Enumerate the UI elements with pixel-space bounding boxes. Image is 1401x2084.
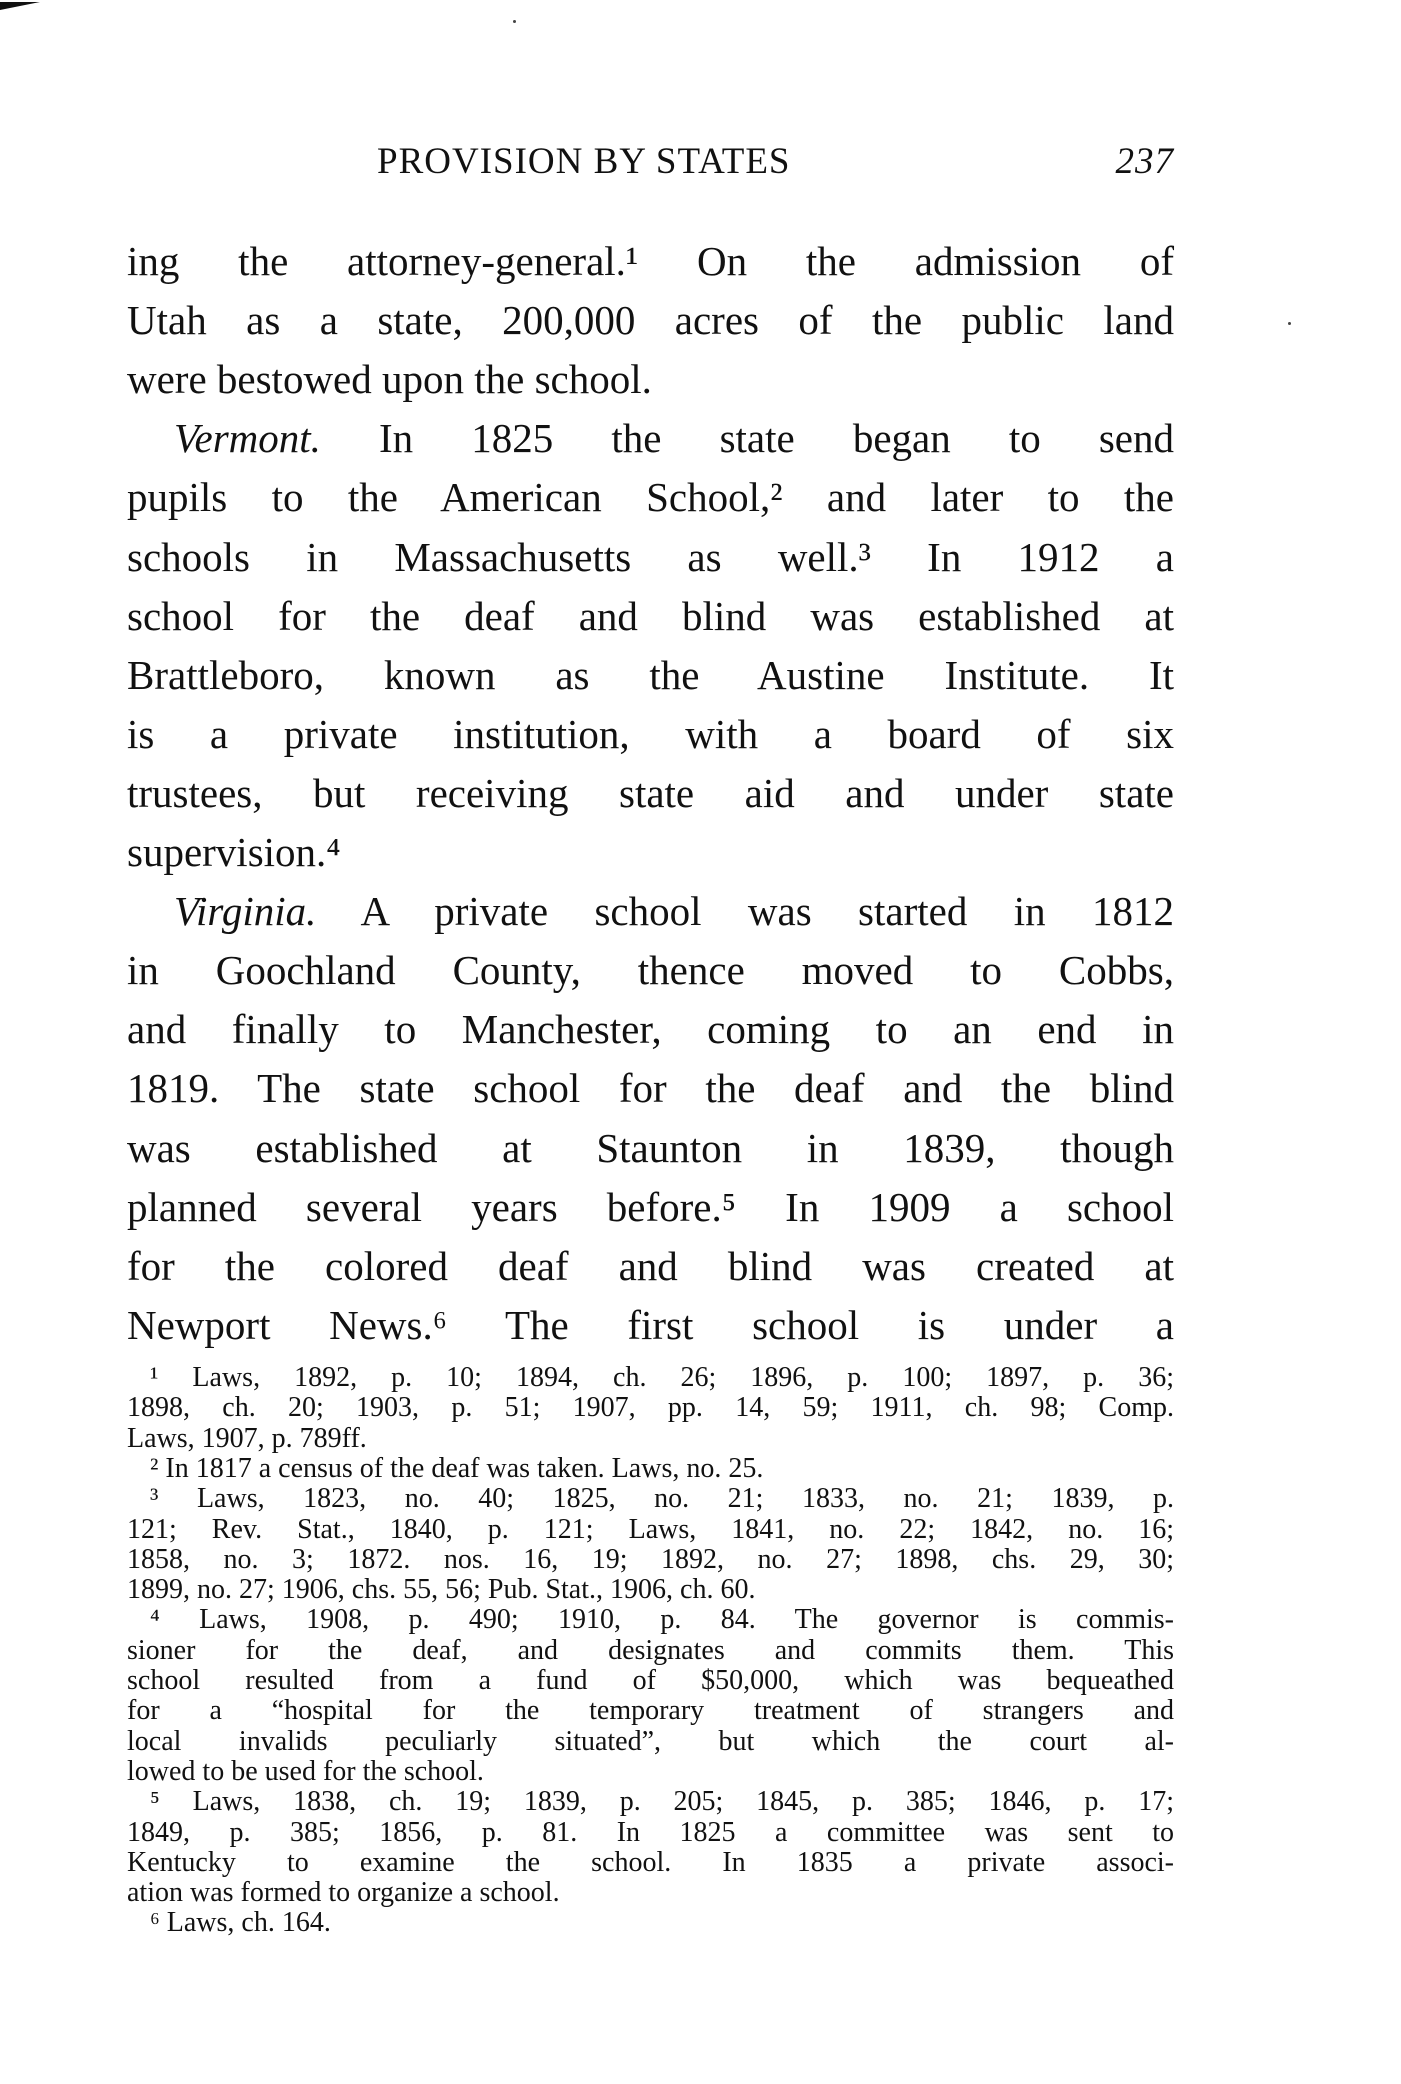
- footnote-line: for a “hospital for the temporary treatment of strangers and: [127, 1695, 1174, 1727]
- body-line: [127, 646, 1174, 705]
- footnote-line: ¹ Laws, 1892, p. 10; 1894, ch. 26; 1896, p. 100; 1897, p. 36;: [150, 1362, 1174, 1393]
- footnote-line: ² In 1817 a census of the deaf was taken. Laws, no. 25.: [150, 1452, 764, 1484]
- line-text: In 1825 the state began to send: [320, 415, 1174, 462]
- body-line: [174, 882, 1174, 941]
- body-line: [127, 232, 1174, 291]
- line-text: A private school was started in 1812: [316, 888, 1174, 935]
- footnote-line: ⁵ Laws, 1838, ch. 19; 1839, p. 205; 1845, p. 385; 1846, p. 17;: [150, 1786, 1174, 1818]
- body-line: [127, 1059, 1174, 1118]
- line-text: for the colored deaf and blind was created at: [127, 1242, 1174, 1289]
- line-text: was established at Staunton in 1839, though: [127, 1124, 1174, 1171]
- body-line: [127, 941, 1174, 1000]
- line-text: in Goochland County, thence moved to Cobbs,: [127, 947, 1174, 994]
- body-line: [127, 1119, 1174, 1178]
- scan-speck: [1288, 322, 1291, 325]
- footnote-line: 1849, p. 385; 1856, p. 81. In 1825 a committee was sent to: [127, 1816, 1174, 1848]
- footnote-line: local invalids peculiarly situated”, but which the court al-: [127, 1725, 1174, 1757]
- body-line: [127, 1178, 1174, 1237]
- footnote-line: Kentucky to examine the school. In 1835 a private associ-: [127, 1846, 1174, 1878]
- footnote-line: 1899, no. 27; 1906, chs. 55, 56; Pub. Stat., 1906, ch. 60.: [127, 1574, 756, 1606]
- line-text: Utah as a state, 200,000 acres of the public land: [127, 297, 1174, 344]
- line-text: ing the attorney-general.¹ On the admission of: [127, 238, 1174, 284]
- scan-speck: [513, 20, 516, 23]
- body-line: [174, 409, 1174, 468]
- line-text: pupils to the American School,² and later to the: [127, 474, 1174, 521]
- body-line: [127, 587, 1174, 646]
- scan-corner-mark: [0, 2, 40, 10]
- line-text: Brattleboro, known as the Austine Institute. It: [127, 651, 1174, 698]
- state-heading: Virginia.: [174, 888, 317, 935]
- line-text: schools in Massachusetts as well.³ In 1912 a: [127, 533, 1174, 580]
- footnote-line: ⁶ Laws, ch. 164.: [150, 1907, 331, 1939]
- line-text: supervision.⁴: [127, 829, 341, 875]
- footnote-line: ation was formed to organize a school.: [127, 1877, 560, 1909]
- footnote-line: sioner for the deaf, and designates and commits them. This: [127, 1634, 1174, 1666]
- line-text: were bestowed upon the school.: [127, 356, 652, 403]
- body-line: [127, 823, 1174, 882]
- footnote-line: lowed to be used for the school.: [127, 1755, 484, 1787]
- body-line: [127, 1296, 1174, 1355]
- footnote-line: ⁴ Laws, 1908, p. 490; 1910, p. 84. The governor is commis-: [150, 1604, 1174, 1636]
- footnote-line: Laws, 1907, p. 789ff.: [127, 1422, 367, 1454]
- body-line: [127, 764, 1174, 823]
- page-number: 237: [1115, 141, 1174, 182]
- footnote-line: 121; Rev. Stat., 1840, p. 121; Laws, 1841, no. 22; 1842, no. 16;: [127, 1513, 1174, 1545]
- body-line: [127, 350, 1174, 409]
- running-title: PROVISION BY STATES: [377, 141, 791, 182]
- line-text: 1819. The state school for the deaf and the blind: [127, 1065, 1174, 1112]
- footnote-line: 1898, ch. 20; 1903, p. 51; 1907, pp. 14, 59; 1911, ch. 98; Comp.: [127, 1392, 1174, 1424]
- line-text: and finally to Manchester, coming to an end in: [127, 1006, 1174, 1053]
- state-heading: Vermont.: [174, 415, 321, 462]
- footnote-line: ³ Laws, 1823, no. 40; 1825, no. 21; 1833, no. 21; 1839, p.: [150, 1483, 1174, 1515]
- footnote-line: 1858, no. 3; 1872. nos. 16, 19; 1892, no. 27; 1898, chs. 29, 30;: [127, 1543, 1174, 1575]
- line-text: trustees, but receiving state aid and under state: [127, 769, 1174, 816]
- body-line: [127, 291, 1174, 350]
- body-line: [127, 468, 1174, 527]
- body-line: [127, 1237, 1174, 1296]
- running-header: [127, 140, 1174, 186]
- body-line: [127, 1000, 1174, 1059]
- body-line: [127, 705, 1174, 764]
- line-text: Newport News.⁶ The first school is under a: [127, 1301, 1174, 1348]
- body-line: [127, 528, 1174, 587]
- footnote-line: school resulted from a fund of $50,000, which was bequeathed: [127, 1665, 1174, 1696]
- line-text: planned several years before.⁵ In 1909 a school: [127, 1183, 1174, 1230]
- line-text: is a private institution, with a board of six: [127, 710, 1174, 757]
- line-text: school for the deaf and blind was established at: [127, 592, 1174, 639]
